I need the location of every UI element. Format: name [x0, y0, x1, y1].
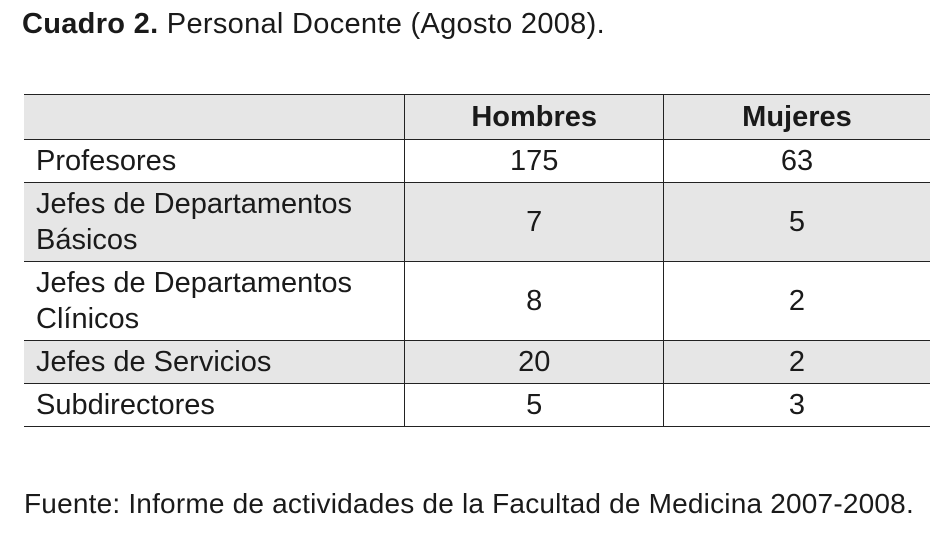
- cell-mujeres: 5: [663, 183, 930, 262]
- table-header-row: [24, 95, 930, 140]
- cell-hombres: 8: [405, 262, 664, 341]
- row-label-jefes-clinicos: [24, 262, 405, 341]
- caption-label: Cuadro 2.: [22, 8, 159, 40]
- header-mujeres: Mujeres: [663, 95, 930, 140]
- row-label-line: Jefes de Departamentos: [36, 188, 352, 220]
- source-note: Fuente: Informe de actividades de la Facultad de Medicina 2007-2008.: [24, 488, 914, 519]
- table-row: [24, 183, 930, 262]
- header-hombres: Hombres: [405, 95, 664, 140]
- row-label-line: Jefes de Departamentos: [36, 267, 352, 299]
- table-caption: [22, 8, 605, 41]
- caption-text: Personal Docente (Agosto 2008).: [158, 8, 605, 40]
- cell-hombres: 20: [405, 341, 664, 384]
- cell-hombres: 5: [405, 384, 664, 427]
- cell-hombres: 7: [405, 183, 664, 262]
- row-label-profesores: Profesores: [24, 140, 405, 183]
- cell-mujeres: 2: [663, 262, 930, 341]
- cell-mujeres: 63: [663, 140, 930, 183]
- staff-table: [24, 94, 930, 427]
- row-label-line: Clínicos: [36, 303, 140, 335]
- table-row: [24, 341, 930, 384]
- header-empty-cell: [24, 95, 405, 140]
- table-row: [24, 262, 930, 341]
- cell-mujeres: 3: [663, 384, 930, 427]
- table-row: [24, 140, 930, 183]
- row-label-line: Básicos: [36, 224, 138, 256]
- row-label-subdirectores: Subdirectores: [24, 384, 405, 427]
- cell-mujeres: 2: [663, 341, 930, 384]
- table-row: [24, 384, 930, 427]
- cell-hombres: 175: [405, 140, 664, 183]
- row-label-jefes-servicios: Jefes de Servicios: [24, 341, 405, 384]
- row-label-jefes-basicos: [24, 183, 405, 262]
